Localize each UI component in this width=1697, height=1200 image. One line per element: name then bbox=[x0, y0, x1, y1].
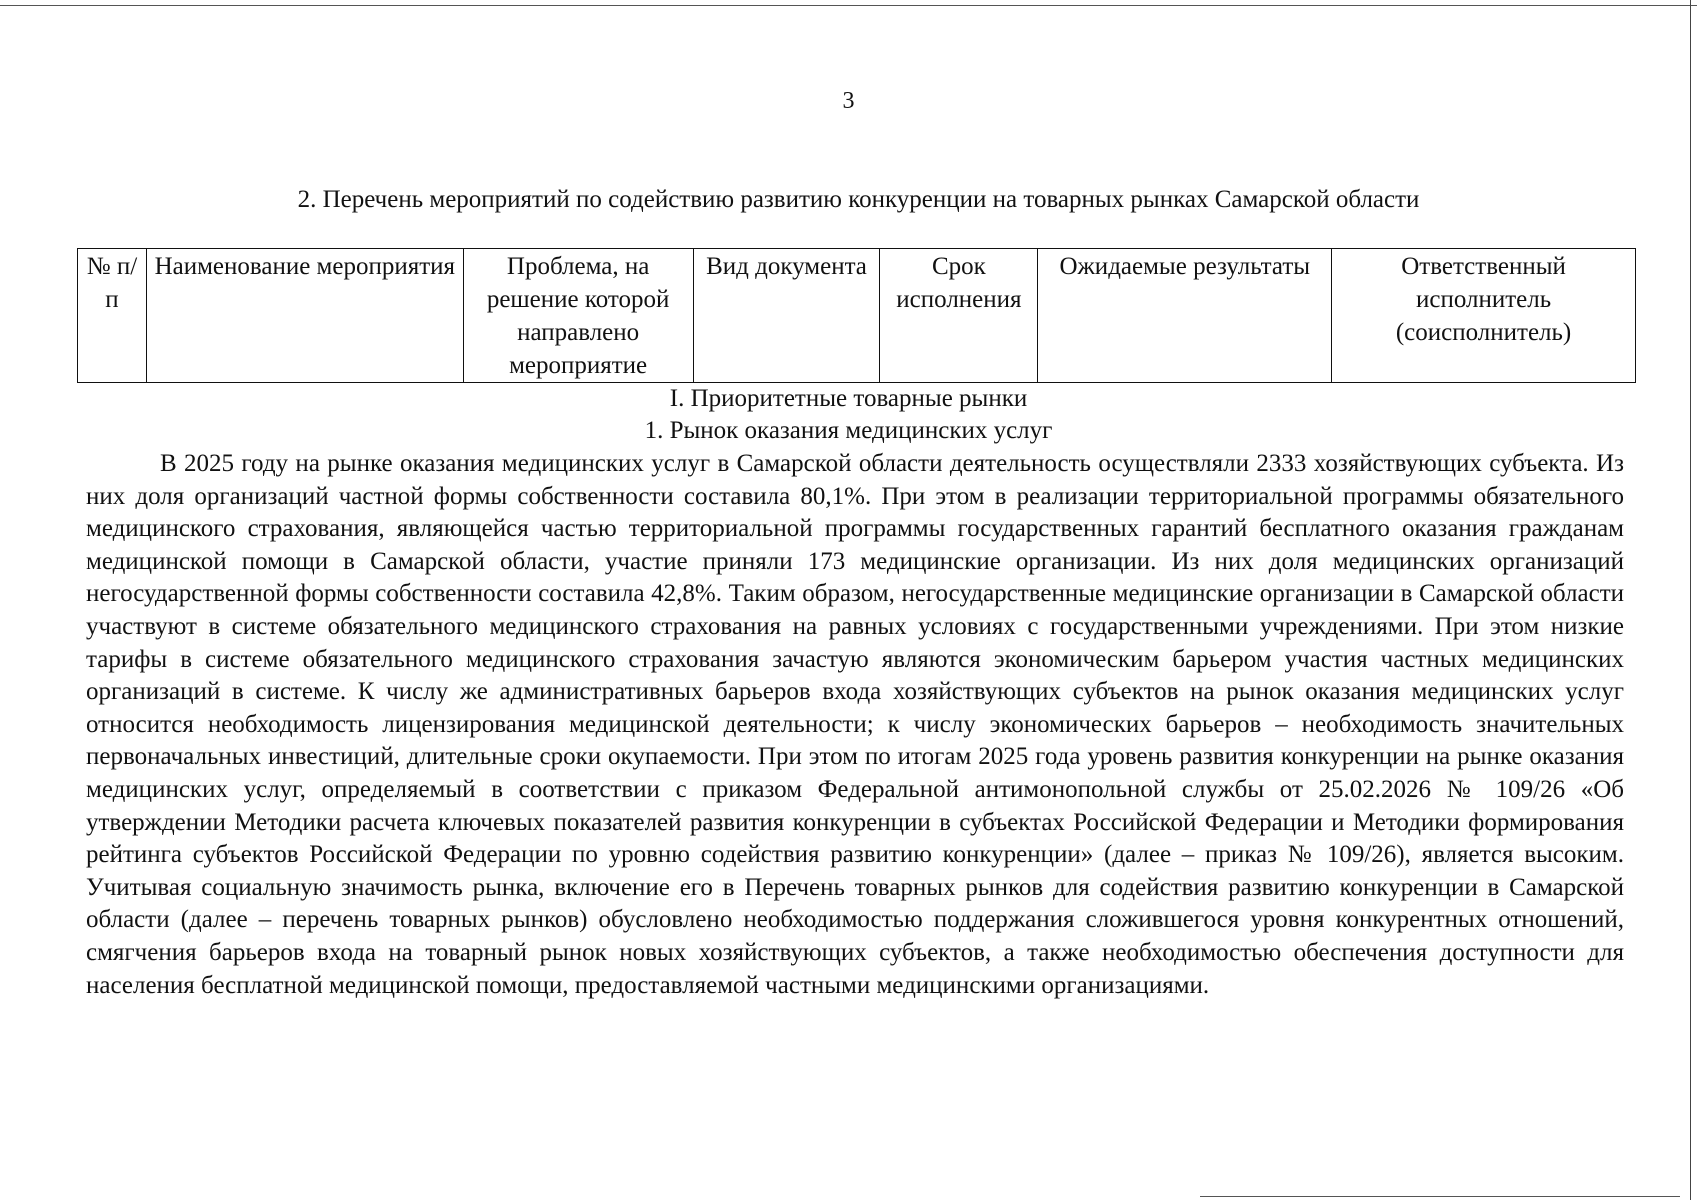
table-header-row bbox=[78, 249, 1636, 383]
scan-edge-top bbox=[0, 5, 1697, 6]
column-header-problem: Проблема, на решение которой направлено мероприятие bbox=[463, 249, 693, 383]
body-paragraph: В 2025 году на рынке оказания медицинских услуг в Самарской области деятельность осуществляли 2333 хозяйствующих субъекта. Из них доля организаций частной формы собственности составила 80,1%. При этом в реализации территориальной программы обязательного медицинского страхования, являющейся частью территориальной программы государственных гарантий бесплатного оказания гражданам медицинской помощи в Самарской области, участие приняли 173 медицинские организации. Из них доля медицинских организаций негосударственной формы собственности составила 42,8%. Таким образом, негосударственные медицинские организации в Самарской области участвуют в системе обязательного медицинского страхования на равных условиях с государственными учреждениями. При этом низкие тарифы в системе обязательного медицинского страхования зачастую являются экономическим барьером участия частных медицинских организаций в системе. К числу же административных барьеров входа хозяйствующих субъектов на рынок оказания медицинских услуг относится необходимость лицензирования медицинской деятельности; к числу экономических барьеров – необходимость значительных первоначальных инвестиций, длительные сроки окупаемости. При этом по итогам 2025 года уровень развития конкуренции на рынке оказания медицинских услуг, определяемый в соответствии с приказом Федеральной антимонопольной службы от 25.02.2026 № 109/26 «Об утверждении Методики расчета ключевых показателей развития конкуренции в субъектах Российской Федерации и Методики формирования рейтинга субъектов Российской Федерации по уровню содействия развитию конкуренции» (далее – приказ № 109/26), является высоким. Учитывая социальную значимость рынка, включение его в Перечень товарных рынков для содействия развитию конкуренции в Самарской области (далее – перечень товарных рынков) обусловлено необходимостью поддержания сложившегося уровня конкурентных отношений, смягчения барьеров входа на товарный рынок новых хозяйствующих субъектов, а также необходимостью обеспечения доступности для населения бесплатной медицинской помощи, предоставляемой частными медицинскими организациями. bbox=[86, 450, 1624, 999]
measures-table bbox=[77, 248, 1636, 383]
scan-edge-right bbox=[1690, 0, 1691, 1200]
section-heading: I. Приоритетные товарные рынки bbox=[669, 385, 1028, 412]
document-title: 2. Перечень мероприятий по содействию развитию конкуренции на товарных рынках Самарской области bbox=[297, 186, 1420, 213]
column-header-expected-results: Ожидаемые результаты bbox=[1038, 249, 1332, 383]
column-header-measure-name: Наименование мероприятия bbox=[146, 249, 463, 383]
section-subheading: 1. Рынок оказания медицинских услуг bbox=[644, 417, 1053, 444]
column-header-number: № п/п bbox=[78, 249, 147, 383]
column-header-document-type: Вид документа bbox=[693, 249, 880, 383]
scan-edge-bottom bbox=[1200, 1196, 1680, 1197]
column-header-responsible: Ответственный исполнитель (соисполнитель) bbox=[1332, 249, 1636, 383]
page-number: 3 bbox=[842, 88, 855, 114]
column-header-deadline: Срок исполнения bbox=[880, 249, 1038, 383]
